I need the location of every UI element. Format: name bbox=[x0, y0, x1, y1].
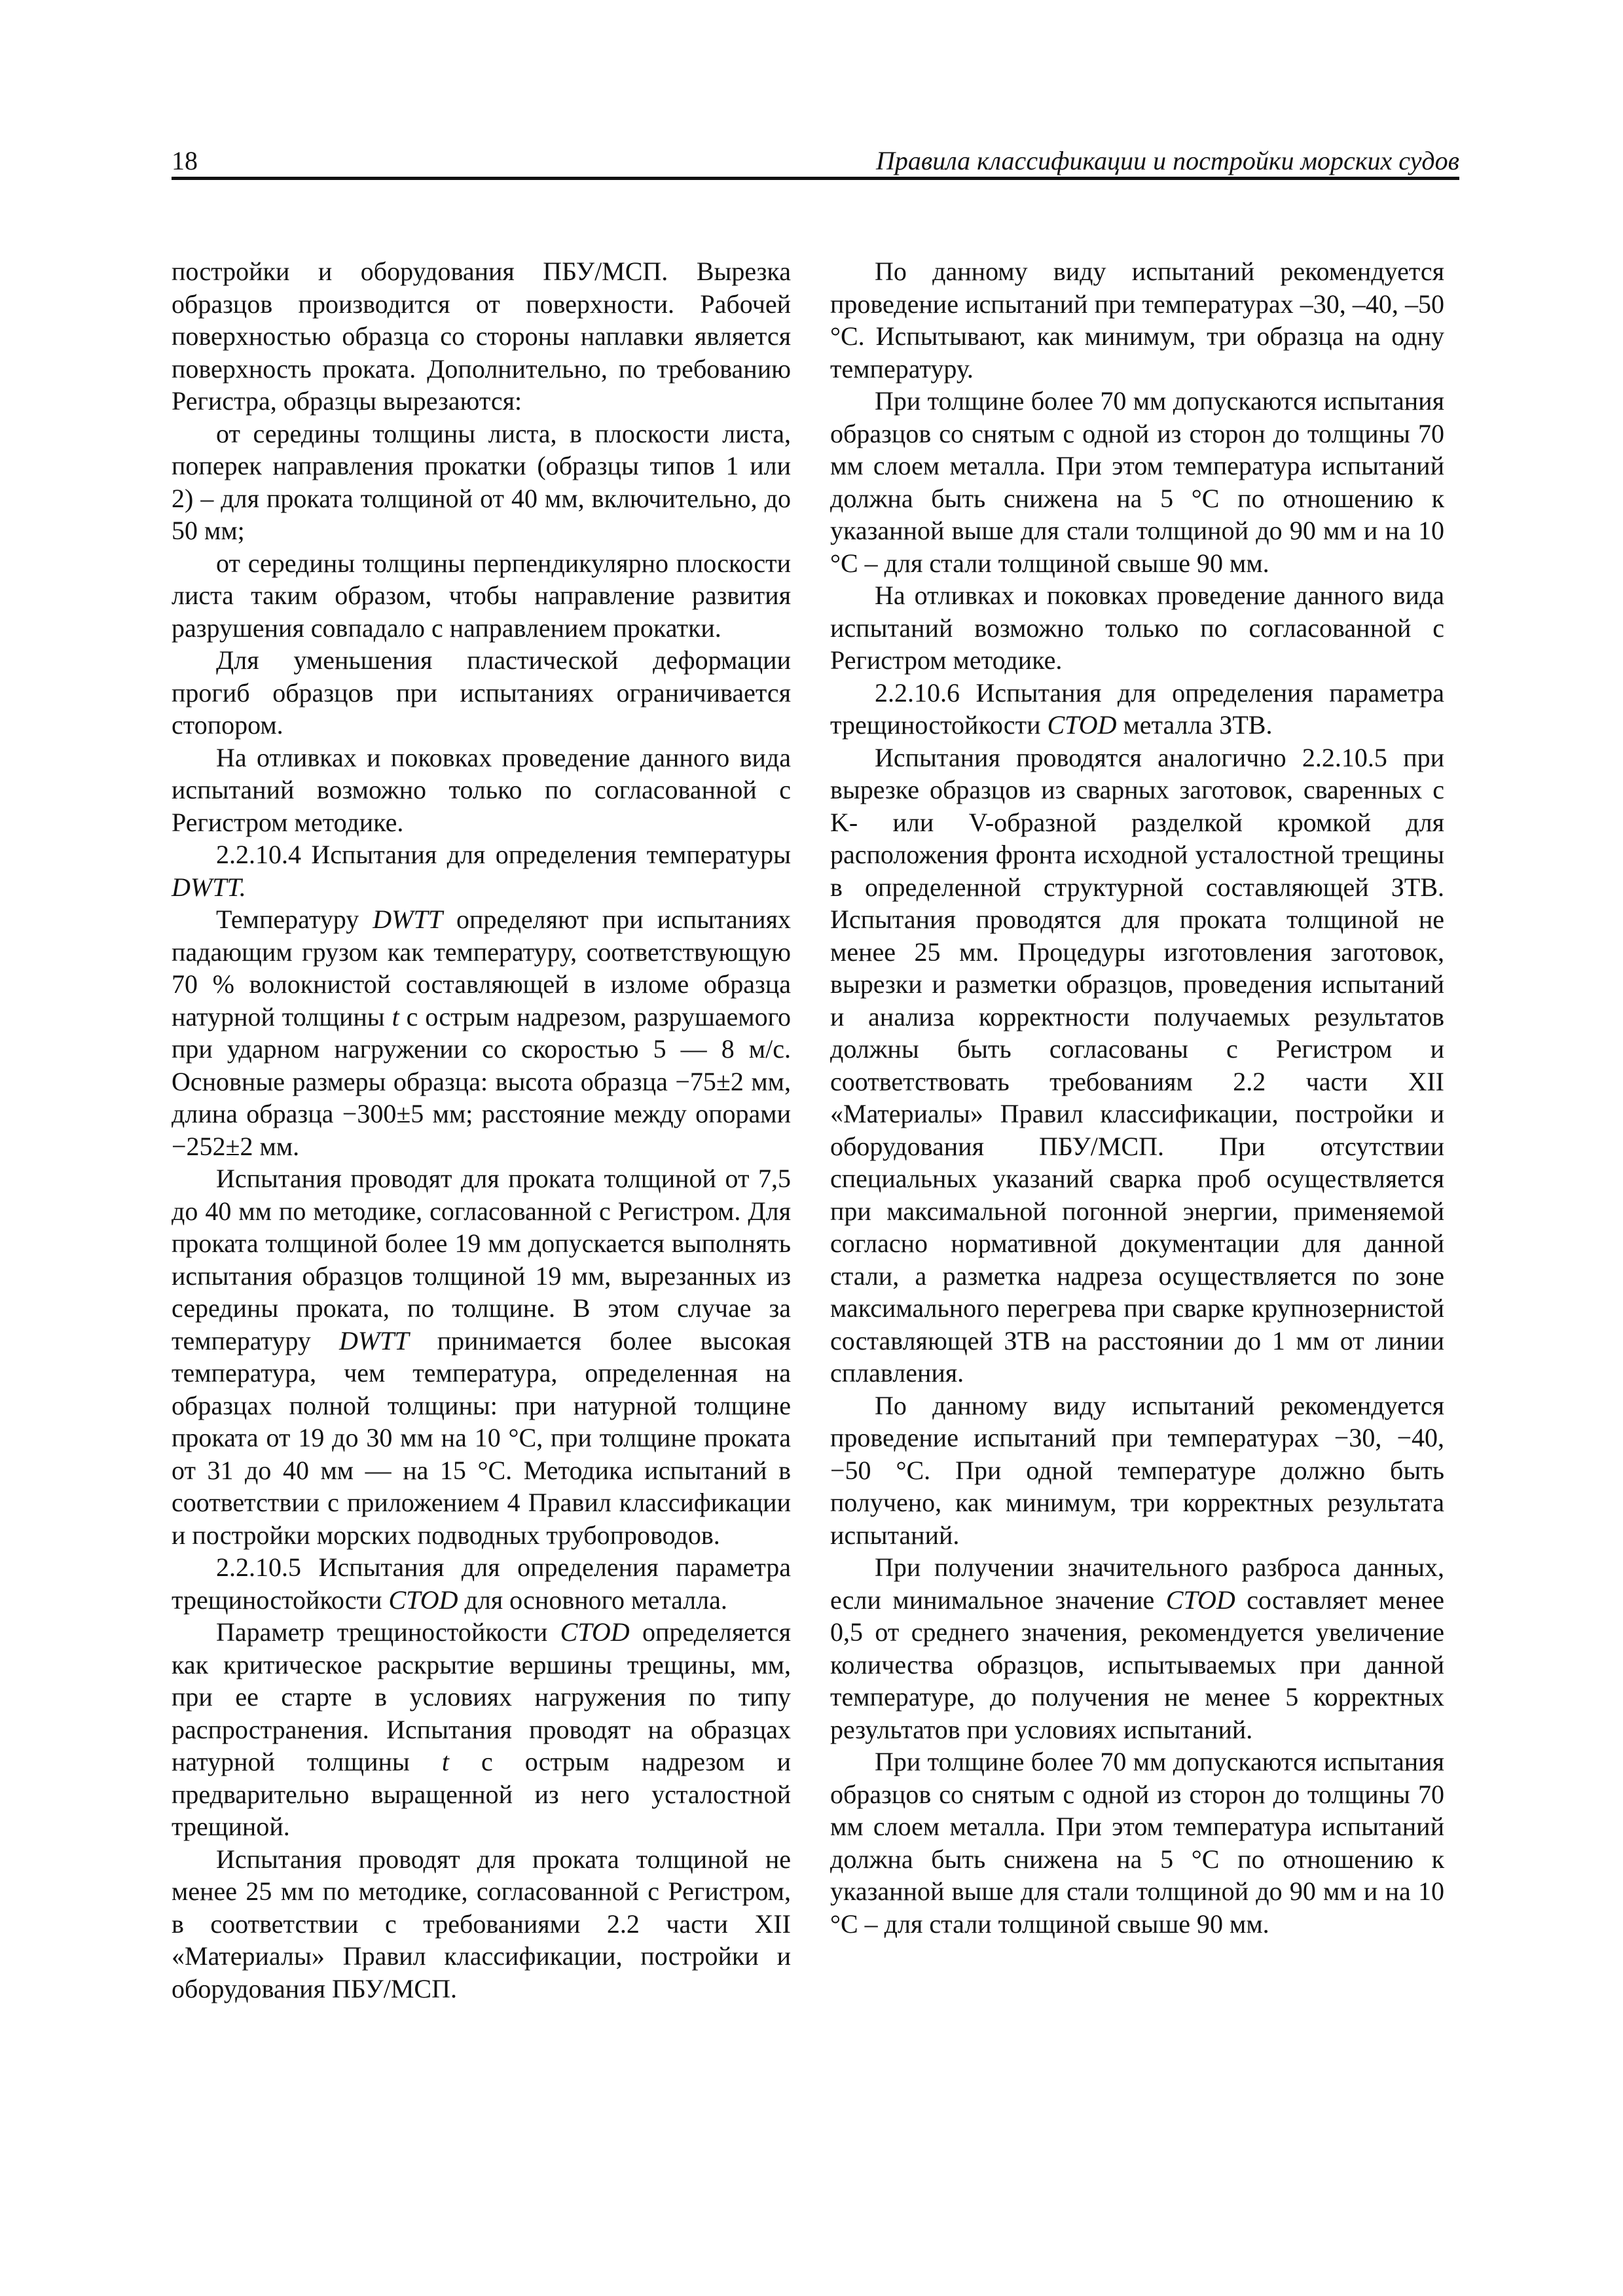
section-heading-2-2-10-4 bbox=[172, 838, 791, 903]
left-column bbox=[172, 255, 791, 2005]
paragraph: постройки и оборудования ПБУ/МСП. Вырезка образцов производится от поверхности. Рабочей поверхностью образца со стороны наплавки является поверхность проката. Дополнительно, по требованию Регистра, образцы вырезаются: bbox=[172, 257, 791, 416]
header-rule bbox=[172, 177, 1459, 180]
text-run: Температуру bbox=[216, 905, 373, 934]
text-run: составляет менее 0,5 от среднего значения, рекомендуется увеличение количества образцов, испытываемых при данной температуре, до получения не менее 5 корректных результатов при условиях испытаний. bbox=[830, 1585, 1444, 1744]
text-run-italic: DWTT. bbox=[172, 872, 246, 902]
paragraph: При толщине более 70 мм допускаются испытания образцов со снятым с одной из сторон до толщины 70 мм слоем металла. При этом температура испытаний должна быть снижена на 5 °С по отношению к указанной выше для стали толщиной до 90 мм и на 10 °С – для стали толщиной свыше 90 мм. bbox=[830, 1747, 1444, 1939]
text-run-italic: CTOD bbox=[560, 1617, 630, 1647]
text-run: определяют при испытаниях падающим грузом как температуру, соответствующую 70 % волокнистой составляющей в изломе образца натурной толщины bbox=[172, 905, 792, 1031]
text-run: для основного металла. bbox=[458, 1585, 727, 1615]
text-run: принимается более высокая температура, чем температура, определенная на образцах полной толщины: при натурной толщине проката от 19 до 30 мм на 10 °С, при толщине проката от 31 до 40 мм — на 15 °С. Методика испытаний в соответствии с приложением 4 Правил классификации и постройки морских подводных трубопроводов. bbox=[172, 1325, 791, 1550]
text-run-italic: CTOD bbox=[388, 1585, 458, 1615]
text-run: определяется как критическое раскрытие вершины трещины, мм, при ее старте в условиях нагружения по типу распространения. Испытания проводят на образцах натурной толщины bbox=[172, 1617, 791, 1776]
paragraph: от середины толщины перпендикулярно плоскости листа таким образом, чтобы направление развития разрушения совпадало с направлением прокатки. bbox=[172, 548, 791, 643]
paragraph: На отливках и поковках проведение данного вида испытаний возможно только по согласованной с Регистром методике. bbox=[172, 742, 791, 837]
paragraph: На отливках и поковках проведение данного вида испытаний возможно только по согласованной с Регистром методике. bbox=[830, 581, 1444, 675]
right-column bbox=[830, 255, 1444, 1940]
text-run: с острым надрезом и предварительно выращенной из него усталостной трещиной. bbox=[172, 1747, 792, 1841]
paragraph: от середины толщины листа, в плоскости листа, поперек направления прокатки (образцы типов 1 или 2) – для проката толщиной от 40 мм, включительно, до 50 мм; bbox=[172, 418, 791, 545]
text-run: 2.2.10.6 Испытания для определения параметра трещиностойкости bbox=[830, 677, 1444, 740]
page-number: 18 bbox=[172, 146, 198, 175]
text-run: При получении значительного разброса данных, если минимальное значение bbox=[830, 1552, 1444, 1615]
text-run: 2.2.10.5 Испытания для определения параметра трещиностойкости bbox=[172, 1552, 791, 1615]
text-run: Испытания проводят для проката толщиной от 7,5 до 40 мм по методике, согласованной с Регистром. Для проката толщиной более 19 мм допускается выполнять испытания образцов толщиной 19 мм, вырезанных из середины проката, по толщине. В этом случае за температуру bbox=[172, 1164, 791, 1355]
section-heading-2-2-10-6 bbox=[830, 677, 1444, 742]
text-run-italic: DWTT bbox=[373, 905, 443, 934]
text-run: 2.2.10.4 Испытания для определения температуры bbox=[216, 840, 791, 869]
paragraph: Для уменьшения пластической деформации прогиб образцов при испытаниях ограничивается стопором. bbox=[172, 645, 791, 740]
paragraph: Испытания проводятся аналогично 2.2.10.5 при вырезке образцов из сварных заготовок, сваренных с K- или V-образной разделкой кромкой для расположения фронта исходной усталостной трещины в определенной структурной составляющей ЗТВ. Испытания проводятся для проката толщиной не менее 25 мм. Процедуры изготовления заготовок, вырезки и разметки образцов, проведения испытаний и анализа корректности получаемых результатов должны быть согласованы с Регистром и соответствовать требованиям 2.2 части XII «Материалы» Правил классификации, постройки и оборудования ПБУ/МСП. При отсутствии специальных указаний сварка проб осуществляется при максимальной погонной энергии, применяемой согласно нормативной документации для данной стали, а разметка надреза осуществляется по зоне максимального перегрева при сварке крупнозернистой составляющей ЗТВ на расстоянии до 1 мм от линии сплавления. bbox=[830, 742, 1444, 1388]
text-run-italic: CTOD bbox=[1047, 710, 1117, 740]
paragraph: По данному виду испытаний рекомендуется проведение испытаний при температурах –30, –40, –50 °С. Испытывают, как минимум, три образца на одну температуру. bbox=[830, 257, 1444, 384]
running-header: Правила классификации и постройки морских судов bbox=[875, 146, 1459, 175]
paragraph: При толщине более 70 мм допускаются испытания образцов со снятым с одной из сторон до толщины 70 мм слоем металла. При этом температура испытаний должна быть снижена на 5 °С по отношению к указанной выше для стали толщиной до 90 мм и на 10 °С – для стали толщиной свыше 90 мм. bbox=[830, 386, 1444, 578]
paragraph bbox=[172, 1616, 791, 1843]
text-run: с острым надрезом, разрушаемого при ударном нагружении со скоростью 5 — 8 м/с. Основные размеры образца: высота образца −75±2 мм, длина образца −300±5 мм; расстояние между опорами −252±2 мм. bbox=[172, 1001, 792, 1161]
paragraph bbox=[172, 903, 791, 1162]
paragraph bbox=[830, 1551, 1444, 1746]
text-run-italic: DWTT bbox=[338, 1325, 409, 1355]
text-run-italic: t bbox=[392, 1001, 399, 1031]
section-heading-2-2-10-5 bbox=[172, 1551, 791, 1616]
text-run: Параметр трещиностойкости bbox=[216, 1617, 560, 1647]
text-run-italic: CTOD bbox=[1165, 1585, 1235, 1615]
text-run: металла ЗТВ. bbox=[1116, 710, 1273, 740]
text-run-italic: t bbox=[441, 1747, 449, 1776]
paragraph: Испытания проводят для проката толщиной не менее 25 мм по методике, согласованной с Регистром, в соответствии с требованиями 2.2 части XII «Материалы» Правил классификации, постройки и оборудования ПБУ/МСП. bbox=[172, 1844, 791, 2003]
paragraph: По данному виду испытаний рекомендуется проведение испытаний при температурах −30, −40, −50 °С. При одной температуре должно быть получено, как минимум, три корректных результата испытаний. bbox=[830, 1390, 1444, 1550]
paragraph bbox=[172, 1162, 791, 1551]
